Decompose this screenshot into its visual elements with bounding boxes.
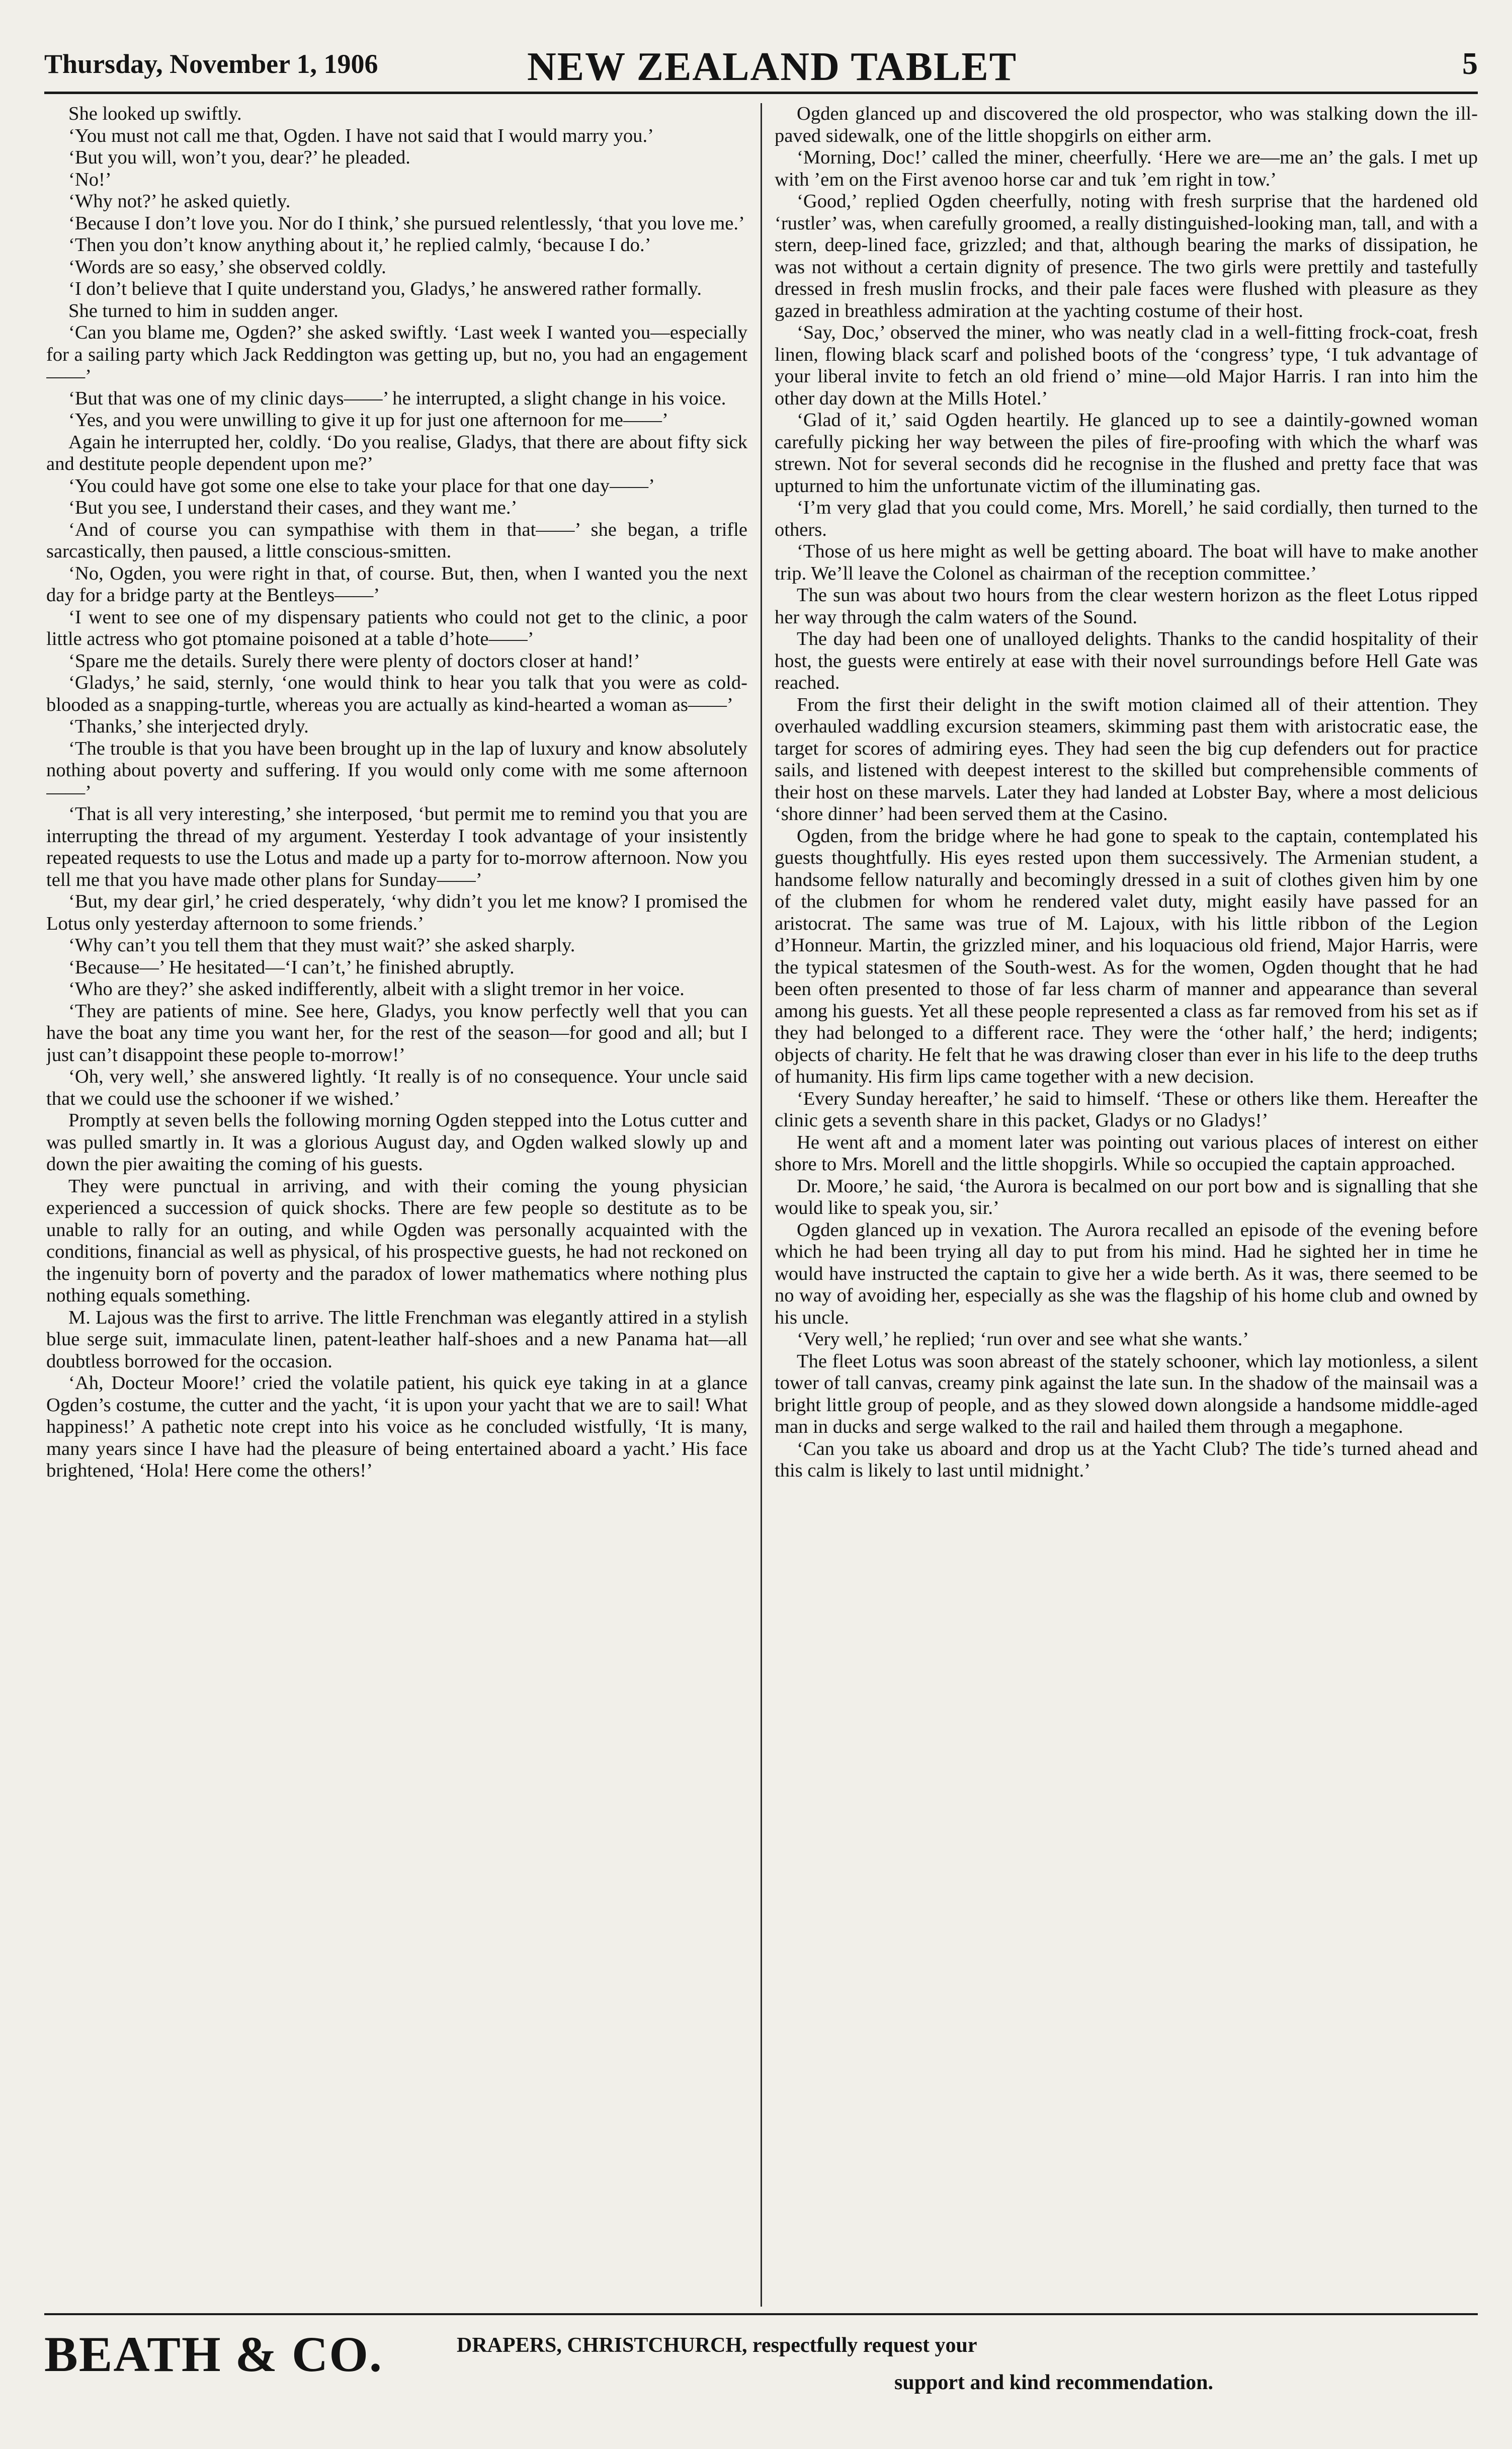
- paragraph: ‘But that was one of my clinic days——’ he interrupted, a slight change in his voice.: [68, 387, 726, 409]
- paragraph: ‘You could have got some one else to take your place for that one day——’: [68, 475, 655, 497]
- paragraph: ‘Thanks,’ she interjected dryly.: [68, 716, 309, 737]
- paragraph: She looked up swiftly.: [68, 103, 242, 124]
- page-number: 5: [1462, 47, 1478, 81]
- paragraph: ‘Yes, and you were unwilling to give it up for just one afternoon for me——’: [68, 410, 668, 431]
- paragraph: The sun was about two hours from the clear western horizon as the fleet Lotus ripped her way through the calm waters of the Sound.: [775, 585, 1478, 628]
- paragraph: ‘Who are they?’ she asked indifferently, albeit with a slight tremor in her voice.: [68, 978, 685, 1000]
- paragraph: ‘No!’: [68, 169, 112, 190]
- paragraph: Again he interrupted her, coldly. ‘Do you realise, Gladys, that there are about fifty sick and destitute people dependent upon me?’: [46, 431, 747, 474]
- paragraph: ‘Can you take us aboard and drop us at the Yacht Club? The tide’s turned ahead and this calm is likely to last until midnight.’: [775, 1438, 1478, 1481]
- paragraph: ‘Those of us here might as well be getting aboard. The boat will have to make another trip. We’ll leave the Colonel as chairman of the reception committee.’: [775, 541, 1478, 584]
- paragraph: ‘Good,’ replied Ogden cheerfully, noting with fresh surprise that the hardened old ‘rustler’ was, when carefully groomed, a really distinguished-looking man, tall, and with a stern, deep-lined face, grizzled; and that, although bearing the marks of dissipation, he was not without a certain dignity of presence. The two girls were prettily and tastefully dressed in fresh muslin frocks, and their pale faces were flushed with pleasure as they gazed in breathless admiration at the yachting costume of their host.: [775, 191, 1478, 321]
- page-header: [44, 44, 1478, 90]
- paragraph: ‘I’m very glad that you could come, Mrs. Morell,’ he said cordially, then turned to the others.: [775, 497, 1478, 540]
- paragraph: ‘And of course you can sympathise with them in that——’ she began, a trifle sarcastically, then paused, a little conscious-smitten.: [46, 519, 747, 562]
- paragraph: ‘Why can’t you tell them that they must wait?’ she asked sharply.: [68, 935, 575, 956]
- advertisement: [44, 2320, 1478, 2421]
- paragraph: ‘Say, Doc,’ observed the miner, who was neatly clad in a well-fitting frock-coat, fresh linen, flowing black scarf and polished boots of the ‘congress’ type, ‘I tuk advantage of your liberal invite to fetch an old friend o’ mine—old Major Harris. I ran into him the other day down at the Mills Hotel.’: [775, 322, 1478, 409]
- paragraph: Ogden glanced up and discovered the old prospector, who was stalking down the ill-paved sidewalk, one of the little shopgirls on either arm.: [775, 103, 1478, 146]
- paragraph: ‘Morning, Doc!’ called the miner, cheerfully. ‘Here we are—me an’ the gals. I met up with ’em on the First avenoo horse car and tuk ’em right in tow.’: [775, 147, 1478, 190]
- paragraph: ‘The trouble is that you have been brought up in the lap of luxury and know absolutely nothing about poverty and suffering. If you would only come with me some afternoon——’: [46, 738, 747, 803]
- column-divider: [761, 103, 762, 2307]
- paragraph: ‘Ah, Docteur Moore!’ cried the volatile patient, his quick eye taking in at a glance Ogden’s costume, the cutter and the yacht, ‘it is upon your yacht that we are to sail! What happiness!’ A pathetic note crept into his voice as he concluded wistfully, ‘It is many, many years since I have had the pleasure of being entertained aboard a yacht.’ His face brightened, ‘Hola! Here come the others!’: [46, 1372, 747, 1481]
- paragraph: ‘You must not call me that, Ogden. I have not said that I would marry you.’: [68, 125, 654, 146]
- paragraph: He went aft and a moment later was pointing out various places of interest on either shore to Mrs. Morell and the little shopgirls. While so occupied the captain approached.: [775, 1131, 1478, 1175]
- paragraph: Ogden glanced up in vexation. The Aurora recalled an episode of the evening before which he had been trying all day to put from his mind. Had he sighted her in time he would have instructed the captain to give her a wide berth. As it was, there seemed to be no way of avoiding her, especially as she was the flagship of his home club and owned by his uncle.: [775, 1219, 1478, 1328]
- paragraph: Ogden, from the bridge where he had gone to speak to the captain, contemplated his guests thoughtfully. His eyes rested upon them successively. The Armenian student, a handsome fellow naturally and becomingly dressed in a suit of clothes given him by one of the clubmen for whom he rendered valet duty, might easily have passed for an aristocrat. The same was true of M. Lajoux, with his little ribbon of the Legion d’Honneur. Martin, the grizzled miner, and his loquacious old friend, Major Harris, were the typical statesmen of the South-west. As for the women, Ogden thought that he had been often presented to those of far less charm of manner and appearance than several among his guests. Yet all these people represented a class as far removed from his set as if they had belonged to a different race. They were the ‘other half,’ the herd; indigents; objects of charity. He felt that he was drawing closer than ever in his life to the deep truths of humanity. His firm lips came together with a new decision.: [775, 825, 1478, 1087]
- paragraph: The fleet Lotus was soon abreast of the stately schooner, which lay motionless, a silent tower of tall canvas, creamy pink against the late sun. In the shadow of the mainsail was a bright little group of people, and as they slowed down alongside a handsome middle-aged man in ducks and serge walked to the rail and hailed them through a megaphone.: [775, 1350, 1478, 1437]
- paragraph: ‘Very well,’ he replied; ‘run over and see what she wants.’: [797, 1329, 1249, 1350]
- paragraph: ‘No, Ogden, you were right in that, of course. But, then, when I wanted you the next day for a bridge party at the Bentleys——’: [46, 562, 747, 606]
- issue-date: Thursday, November 1, 1906: [44, 49, 378, 79]
- paragraph: ‘I don’t believe that I quite understand you, Gladys,’ he answered rather formally.: [68, 278, 702, 299]
- paragraph: ‘They are patients of mine. See here, Gladys, you know perfectly well that you can have the boat any time you want her, for the rest of the season—for good and all; but I just can’t disappoint these people to-morrow!’: [46, 1000, 747, 1066]
- paragraph: ‘Words are so easy,’ she observed coldly.: [68, 256, 386, 278]
- left-column: [46, 103, 747, 2307]
- paragraph: They were punctual in arriving, and with their coming the young physician experienced a succession of quick shocks. There are few people so destitute as to be unable to rally for an outing, and while Ogden was personally acquainted with the conditions, financial as well as physical, of his prospective guests, he had not reckoned on the ingenuity born of poverty and the paradox of lower mathematics where nothing plus nothing equals something.: [46, 1175, 747, 1306]
- paragraph: ‘Glad of it,’ said Ogden heartily. He glanced up to see a daintily-gowned woman carefully picking her way between the piles of fire-proofing with which the wharf was strewn. Not for several seconds did he recognise in the flushed and pretty face that was upturned to him the unfortunate victim of the illuminating gas.: [775, 410, 1478, 497]
- header-rule: [44, 92, 1478, 94]
- paragraph: ‘Then you don’t know anything about it,’ he replied calmly, ‘because I do.’: [68, 234, 651, 256]
- ad-firm-name: BEATH & CO.: [44, 2326, 383, 2382]
- paragraph: ‘Because I don’t love you. Nor do I think,’ she pursued relentlessly, ‘that you love me.’: [68, 212, 745, 234]
- paragraph: ‘Spare me the details. Surely there were plenty of doctors closer at hand!’: [68, 650, 640, 672]
- right-column: [775, 103, 1478, 2307]
- paragraph: ‘I went to see one of my dispensary patients who could not get to the clinic, a poor little actress who got ptomaine poisoned at a table d’hote——’: [46, 606, 747, 649]
- paragraph: ‘Why not?’ he asked quietly.: [68, 191, 291, 212]
- paragraph: ‘Every Sunday hereafter,’ he said to himself. ‘These or others like them. Hereafter the clinic gets a seventh share in this packet, Gladys or no Gladys!’: [775, 1088, 1478, 1131]
- paragraph: ‘Gladys,’ he said, sternly, ‘one would think to hear you talk that you were as cold-blooded as a snapping-turtle, whereas you are actually as kind-hearted a woman as——’: [46, 672, 747, 715]
- ad-line-2: support and kind recommendation.: [894, 2371, 1214, 2394]
- paragraph: ‘Because—’ He hesitated—‘I can’t,’ he finished abruptly.: [68, 956, 515, 978]
- paragraph: M. Lajous was the first to arrive. The little Frenchman was elegantly attired in a stylish blue serge suit, immaculate linen, patent-leather half-shoes and a new Panama hat—all doubtless borrowed for the occasion.: [46, 1307, 747, 1372]
- paragraph: From the first their delight in the swift motion claimed all of their attention. They overhauled waddling excursion steamers, skimming past them with aristocratic ease, the target for scores of admiring eyes. They had seen the big cup defenders out for practice sails, and listened with deepest interest to the skilled but comprehensible comments of their host on these marvels. Later they had landed at Lobster Bay, where a most delicious ‘shore dinner’ had been served them at the Casino.: [775, 694, 1478, 825]
- paragraph: ‘But you will, won’t you, dear?’ he pleaded.: [68, 147, 410, 168]
- masthead-title: NEW ZEALAND TABLET: [527, 45, 1018, 89]
- paragraph: Promptly at seven bells the following morning Ogden stepped into the Lotus cutter and was pulled smartly in. It was a glorious August day, and Ogden walked slowly up and down the pier awaiting the coming of his guests.: [46, 1110, 747, 1175]
- paragraph: She turned to him in sudden anger.: [68, 300, 339, 321]
- footer-rule: [44, 2313, 1478, 2315]
- paragraph: Dr. Moore,’ he said, ‘the Aurora is becalmed on our port bow and is signalling that she would like to speak you, sir.’: [775, 1175, 1478, 1218]
- paragraph: ‘But you see, I understand their cases, and they want me.’: [68, 497, 518, 518]
- paragraph: ‘Oh, very well,’ she answered lightly. ‘It really is of no consequence. Your uncle said that we could use the schooner if we wished.’: [46, 1066, 747, 1109]
- paragraph: ‘But, my dear girl,’ he cried desperately, ‘why didn’t you let me know? I promised the Lotus only yesterday afternoon to some friends.’: [46, 891, 747, 934]
- paragraph: The day had been one of unalloyed delights. Thanks to the candid hospitality of their host, the guests were entirely at ease with their novel surroundings before Hell Gate was reached.: [775, 628, 1478, 693]
- ad-line-1: DRAPERS, CHRISTCHURCH, respectfully request your: [457, 2334, 977, 2357]
- paragraph: ‘Can you blame me, Ogden?’ she asked swiftly. ‘Last week I wanted you—especially for a sailing party which Jack Reddington was getting up, but no, you had an engagement——’: [46, 322, 747, 387]
- paragraph: ‘That is all very interesting,’ she interposed, ‘but permit me to remind you that you are interrupting the thread of my argument. Yesterday I took advantage of your insistently repeated requests to use the Lotus and made up a party for to-morrow afternoon. Now you tell me that you have made other plans for Sunday——’: [46, 803, 747, 890]
